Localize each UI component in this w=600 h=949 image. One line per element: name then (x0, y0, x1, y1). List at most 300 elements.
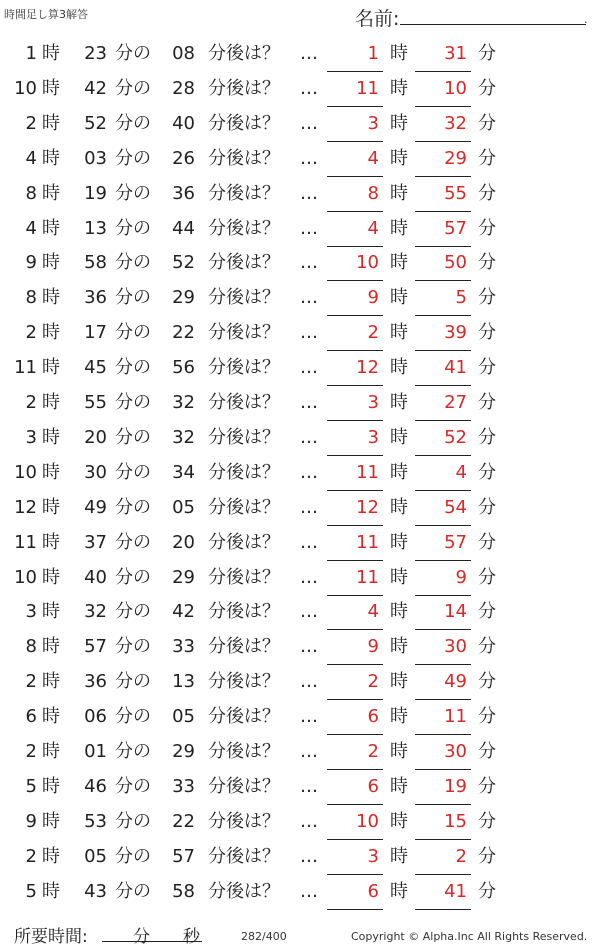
ellipsis: … (300, 741, 318, 762)
answer-hour-unit: 時 (390, 531, 408, 553)
answer-minute-blank (415, 252, 471, 281)
problem-row (0, 840, 600, 875)
time-second-unit: 秒 (183, 927, 200, 947)
answer-minute-unit: 分 (478, 601, 496, 623)
start-minute: 13 (84, 217, 107, 239)
minutes-later-unit: 分後は？ (208, 217, 280, 239)
hour-unit: 時 (42, 810, 60, 832)
ellipsis: … (300, 775, 318, 797)
time-required-label: 所要時間: (14, 927, 88, 947)
problem-row (0, 246, 600, 281)
minutes-later-unit: 分後は？ (208, 252, 280, 274)
answer-hour-unit: 時 (390, 845, 408, 867)
added-minutes: 56 (172, 357, 195, 379)
added-minutes: 08 (172, 43, 195, 64)
hour-unit: 時 (42, 357, 60, 379)
ellipsis: … (300, 880, 318, 902)
answer-minute-unit: 分 (478, 566, 496, 588)
problem-row (0, 281, 600, 316)
answer-minute-value: 30 (444, 636, 467, 658)
answer-minute-unit: 分 (478, 496, 496, 518)
ellipsis: … (300, 496, 318, 518)
hour-unit: 時 (42, 217, 60, 239)
start-hour: 2 (25, 322, 37, 344)
start-minute: 55 (84, 392, 107, 413)
added-minutes: 05 (172, 706, 195, 728)
problem-row (0, 142, 600, 177)
problem-row (0, 735, 600, 770)
name-field-line (400, 24, 586, 25)
minutes-later-unit: 分後は？ (208, 357, 280, 379)
added-minutes: 29 (172, 287, 195, 309)
answer-hour-blank (327, 357, 383, 386)
answer-hour-value: 10 (356, 810, 379, 832)
start-hour: 1 (25, 43, 37, 64)
hour-unit: 時 (42, 252, 60, 274)
added-minutes: 44 (172, 217, 195, 239)
start-minute: 20 (84, 426, 107, 448)
minute-of-unit: 分の (115, 112, 151, 134)
answer-hour-blank (327, 497, 383, 526)
hour-unit: 時 (42, 880, 60, 902)
start-hour: 2 (25, 112, 37, 134)
minutes-later-unit: 分後は？ (208, 810, 280, 832)
answer-hour-blank (327, 846, 383, 875)
start-minute: 40 (84, 566, 107, 588)
answer-hour-unit: 時 (390, 43, 408, 64)
answer-minute-value: 14 (444, 601, 467, 623)
start-minute: 43 (84, 880, 107, 902)
problem-row (0, 212, 600, 247)
minute-of-unit: 分の (115, 671, 151, 693)
answer-hour-blank (327, 252, 383, 281)
answer-hour-unit: 時 (390, 706, 408, 728)
hour-unit: 時 (42, 77, 60, 99)
answer-minute-blank (415, 881, 471, 910)
answer-minute-value: 5 (455, 287, 467, 309)
minute-of-unit: 分の (115, 566, 151, 588)
minute-of-unit: 分の (115, 880, 151, 902)
hour-unit: 時 (42, 147, 60, 169)
problem-row (0, 700, 600, 735)
problem-row (0, 875, 600, 910)
added-minutes: 32 (172, 392, 195, 413)
minute-of-unit: 分の (115, 77, 151, 99)
hour-unit: 時 (42, 671, 60, 693)
answer-hour-unit: 時 (390, 252, 408, 274)
answer-hour-unit: 時 (390, 322, 408, 344)
answer-hour-blank (327, 811, 383, 840)
ellipsis: … (300, 322, 318, 344)
answer-hour-blank (327, 148, 383, 177)
added-minutes: 33 (172, 636, 195, 658)
added-minutes: 32 (172, 426, 195, 448)
answer-minute-blank (415, 113, 471, 142)
minute-of-unit: 分の (115, 461, 151, 483)
added-minutes: 26 (172, 147, 195, 169)
start-minute: 01 (84, 741, 107, 762)
start-minute: 03 (84, 147, 107, 169)
ellipsis: … (300, 182, 318, 204)
start-hour: 9 (25, 810, 37, 832)
name-label: 名前: (355, 8, 400, 30)
minute-of-unit: 分の (115, 287, 151, 309)
minutes-later-unit: 分後は？ (208, 461, 280, 483)
answer-minute-unit: 分 (478, 426, 496, 448)
hour-unit: 時 (42, 531, 60, 553)
answer-minute-blank (415, 811, 471, 840)
minute-of-unit: 分の (115, 496, 151, 518)
hour-unit: 時 (42, 182, 60, 204)
answer-hour-value: 10 (356, 252, 379, 274)
minute-of-unit: 分の (115, 217, 151, 239)
answer-hour-value: 4 (367, 217, 379, 239)
answer-hour-unit: 時 (390, 357, 408, 379)
added-minutes: 29 (172, 741, 195, 762)
copyright-text: Copyright © Alpha.Inc All Rights Reserved. (351, 930, 588, 943)
name-trailing-dot: . (584, 13, 588, 26)
answer-minute-blank (415, 392, 471, 421)
start-minute: 37 (84, 531, 107, 553)
hour-unit: 時 (42, 601, 60, 623)
minutes-later-unit: 分後は？ (208, 531, 280, 553)
start-hour: 2 (25, 845, 37, 867)
start-hour: 12 (14, 496, 37, 518)
start-minute: 49 (84, 496, 107, 518)
minutes-later-unit: 分後は？ (208, 426, 280, 448)
answer-minute-unit: 分 (478, 461, 496, 483)
minutes-later-unit: 分後は？ (208, 287, 280, 309)
answer-hour-value: 9 (367, 636, 379, 658)
minutes-later-unit: 分後は？ (208, 636, 280, 658)
start-hour: 5 (25, 880, 37, 902)
answer-minute-blank (415, 43, 471, 72)
minute-of-unit: 分の (115, 845, 151, 867)
minutes-later-unit: 分後は？ (208, 147, 280, 169)
ellipsis: … (300, 636, 318, 658)
answer-hour-blank (327, 287, 383, 316)
ellipsis: … (300, 810, 318, 832)
start-minute: 53 (84, 810, 107, 832)
answer-hour-blank (327, 322, 383, 351)
minute-of-unit: 分の (115, 426, 151, 448)
answer-hour-blank (327, 671, 383, 700)
answer-minute-unit: 分 (478, 287, 496, 309)
answer-minute-value: 9 (455, 566, 467, 588)
added-minutes: 20 (172, 531, 195, 553)
minute-of-unit: 分の (115, 706, 151, 728)
start-minute: 19 (84, 182, 107, 204)
time-minute-unit: 分 (133, 927, 150, 947)
ellipsis: … (300, 147, 318, 169)
answer-minute-blank (415, 462, 471, 491)
answer-hour-blank (327, 567, 383, 596)
problem-row (0, 770, 600, 805)
problem-row (0, 316, 600, 351)
added-minutes: 22 (172, 322, 195, 344)
added-minutes: 05 (172, 496, 195, 518)
start-minute: 58 (84, 252, 107, 274)
answer-minute-value: 19 (444, 775, 467, 797)
start-minute: 30 (84, 461, 107, 483)
ellipsis: … (300, 531, 318, 553)
minute-of-unit: 分の (115, 357, 151, 379)
answer-minute-blank (415, 427, 471, 456)
minute-of-unit: 分の (115, 810, 151, 832)
minutes-later-unit: 分後は？ (208, 775, 280, 797)
answer-minute-unit: 分 (478, 182, 496, 204)
answer-minute-unit: 分 (478, 147, 496, 169)
start-hour: 10 (14, 461, 37, 483)
answer-minute-value: 30 (444, 741, 467, 762)
answer-hour-value: 11 (356, 77, 379, 99)
start-hour: 9 (25, 252, 37, 274)
hour-unit: 時 (42, 706, 60, 728)
hour-unit: 時 (42, 392, 60, 413)
minute-of-unit: 分の (115, 392, 151, 413)
answer-minute-value: 50 (444, 252, 467, 274)
ellipsis: … (300, 706, 318, 728)
problem-row (0, 386, 600, 421)
answer-hour-blank (327, 462, 383, 491)
answer-hour-unit: 時 (390, 880, 408, 902)
start-hour: 6 (25, 706, 37, 728)
answer-hour-value: 12 (356, 496, 379, 518)
answer-hour-unit: 時 (390, 566, 408, 588)
ellipsis: … (300, 217, 318, 239)
answer-minute-blank (415, 497, 471, 526)
start-hour: 11 (14, 531, 37, 553)
answer-minute-blank (415, 671, 471, 700)
hour-unit: 時 (42, 43, 60, 64)
added-minutes: 29 (172, 566, 195, 588)
start-hour: 2 (25, 671, 37, 693)
answer-minute-blank (415, 357, 471, 386)
problem-row (0, 561, 600, 596)
answer-hour-value: 8 (367, 182, 379, 204)
answer-minute-unit: 分 (478, 322, 496, 344)
problem-row (0, 665, 600, 700)
worksheet-title: 時間足し算3解答 (4, 8, 88, 21)
minutes-later-unit: 分後は？ (208, 322, 280, 344)
problem-row (0, 595, 600, 630)
minute-of-unit: 分の (115, 601, 151, 623)
added-minutes: 52 (172, 252, 195, 274)
added-minutes: 22 (172, 810, 195, 832)
answer-hour-value: 3 (367, 426, 379, 448)
answer-hour-unit: 時 (390, 392, 408, 413)
problem-row (0, 177, 600, 212)
problem-row (0, 107, 600, 142)
minute-of-unit: 分の (115, 741, 151, 762)
answer-minute-value: 10 (444, 77, 467, 99)
answer-minute-value: 55 (444, 182, 467, 204)
answer-minute-value: 39 (444, 322, 467, 344)
minutes-later-unit: 分後は？ (208, 741, 280, 762)
problem-row (0, 456, 600, 491)
minutes-later-unit: 分後は？ (208, 706, 280, 728)
answer-minute-unit: 分 (478, 217, 496, 239)
answer-hour-blank (327, 183, 383, 212)
answer-minute-blank (415, 148, 471, 177)
answer-minute-unit: 分 (478, 845, 496, 867)
minute-of-unit: 分の (115, 322, 151, 344)
start-hour: 8 (25, 287, 37, 309)
problem-row (0, 421, 600, 456)
start-minute: 57 (84, 636, 107, 658)
answer-minute-blank (415, 287, 471, 316)
answer-minute-value: 2 (455, 845, 467, 867)
start-hour: 2 (25, 741, 37, 762)
minutes-later-unit: 分後は？ (208, 77, 280, 99)
start-minute: 17 (84, 322, 107, 344)
added-minutes: 58 (172, 880, 195, 902)
answer-hour-unit: 時 (390, 426, 408, 448)
answer-minute-unit: 分 (478, 636, 496, 658)
start-hour: 8 (25, 636, 37, 658)
ellipsis: … (300, 845, 318, 867)
start-minute: 45 (84, 357, 107, 379)
hour-unit: 時 (42, 496, 60, 518)
answer-hour-blank (327, 43, 383, 72)
answer-hour-unit: 時 (390, 775, 408, 797)
answer-minute-unit: 分 (478, 43, 496, 64)
answer-minute-blank (415, 78, 471, 107)
answer-hour-value: 4 (367, 147, 379, 169)
minute-of-unit: 分の (115, 43, 151, 64)
answer-hour-unit: 時 (390, 636, 408, 658)
ellipsis: … (300, 426, 318, 448)
answer-hour-value: 2 (367, 671, 379, 693)
minutes-later-unit: 分後は？ (208, 845, 280, 867)
answer-minute-unit: 分 (478, 252, 496, 274)
answer-minute-value: 52 (444, 426, 467, 448)
minutes-later-unit: 分後は？ (208, 671, 280, 693)
minute-of-unit: 分の (115, 531, 151, 553)
ellipsis: … (300, 112, 318, 134)
start-hour: 2 (25, 392, 37, 413)
answer-hour-value: 2 (367, 322, 379, 344)
answer-hour-blank (327, 706, 383, 735)
hour-unit: 時 (42, 287, 60, 309)
answer-hour-blank (327, 601, 383, 630)
problem-row (0, 351, 600, 386)
start-minute: 32 (84, 601, 107, 623)
added-minutes: 13 (172, 671, 195, 693)
answer-hour-unit: 時 (390, 601, 408, 623)
answer-hour-value: 11 (356, 531, 379, 553)
start-minute: 36 (84, 671, 107, 693)
answer-minute-value: 41 (444, 880, 467, 902)
answer-minute-unit: 分 (478, 392, 496, 413)
answer-hour-unit: 時 (390, 496, 408, 518)
start-hour: 3 (25, 426, 37, 448)
answer-minute-value: 57 (444, 217, 467, 239)
answer-minute-value: 32 (444, 112, 467, 134)
answer-minute-unit: 分 (478, 671, 496, 693)
minutes-later-unit: 分後は？ (208, 566, 280, 588)
answer-hour-blank (327, 392, 383, 421)
answer-hour-unit: 時 (390, 147, 408, 169)
start-minute: 52 (84, 112, 107, 134)
answer-hour-value: 1 (367, 43, 379, 64)
answer-hour-unit: 時 (390, 77, 408, 99)
answer-hour-unit: 時 (390, 287, 408, 309)
answer-hour-unit: 時 (390, 671, 408, 693)
minutes-later-unit: 分後は？ (208, 182, 280, 204)
answer-hour-blank (327, 113, 383, 142)
ellipsis: … (300, 566, 318, 588)
answer-minute-blank (415, 183, 471, 212)
answer-minute-blank (415, 706, 471, 735)
answer-hour-unit: 時 (390, 217, 408, 239)
minute-of-unit: 分の (115, 182, 151, 204)
answer-hour-blank (327, 881, 383, 910)
minute-of-unit: 分の (115, 252, 151, 274)
answer-hour-blank (327, 741, 383, 770)
ellipsis: … (300, 77, 318, 99)
hour-unit: 時 (42, 845, 60, 867)
page-number: 282/400 (241, 930, 287, 943)
added-minutes: 34 (172, 461, 195, 483)
added-minutes: 42 (172, 601, 195, 623)
answer-minute-blank (415, 218, 471, 247)
answer-hour-value: 6 (367, 706, 379, 728)
answer-hour-value: 3 (367, 112, 379, 134)
ellipsis: … (300, 43, 318, 64)
added-minutes: 28 (172, 77, 195, 99)
answer-minute-value: 41 (444, 357, 467, 379)
answer-minute-unit: 分 (478, 112, 496, 134)
answer-minute-value: 54 (444, 496, 467, 518)
answer-hour-unit: 時 (390, 810, 408, 832)
ellipsis: … (300, 671, 318, 693)
answer-minute-blank (415, 322, 471, 351)
minutes-later-unit: 分後は？ (208, 392, 280, 413)
ellipsis: … (300, 252, 318, 274)
answer-minute-blank (415, 846, 471, 875)
answer-minute-unit: 分 (478, 357, 496, 379)
ellipsis: … (300, 287, 318, 309)
answer-minute-blank (415, 601, 471, 630)
minute-of-unit: 分の (115, 636, 151, 658)
start-minute: 05 (84, 845, 107, 867)
minute-of-unit: 分の (115, 147, 151, 169)
minutes-later-unit: 分後は？ (208, 880, 280, 902)
answer-hour-blank (327, 636, 383, 665)
start-minute: 46 (84, 775, 107, 797)
answer-hour-blank (327, 776, 383, 805)
added-minutes: 36 (172, 182, 195, 204)
hour-unit: 時 (42, 461, 60, 483)
answer-minute-unit: 分 (478, 531, 496, 553)
answer-minute-blank (415, 636, 471, 665)
problem-row (0, 72, 600, 107)
start-hour: 8 (25, 182, 37, 204)
minutes-later-unit: 分後は？ (208, 43, 280, 64)
answer-minute-unit: 分 (478, 77, 496, 99)
start-hour: 4 (25, 147, 37, 169)
answer-minute-unit: 分 (478, 706, 496, 728)
ellipsis: … (300, 601, 318, 623)
answer-minute-blank (415, 741, 471, 770)
added-minutes: 40 (172, 112, 195, 134)
answer-hour-unit: 時 (390, 182, 408, 204)
answer-hour-blank (327, 78, 383, 107)
ellipsis: … (300, 461, 318, 483)
problem-row (0, 526, 600, 561)
start-minute: 06 (84, 706, 107, 728)
